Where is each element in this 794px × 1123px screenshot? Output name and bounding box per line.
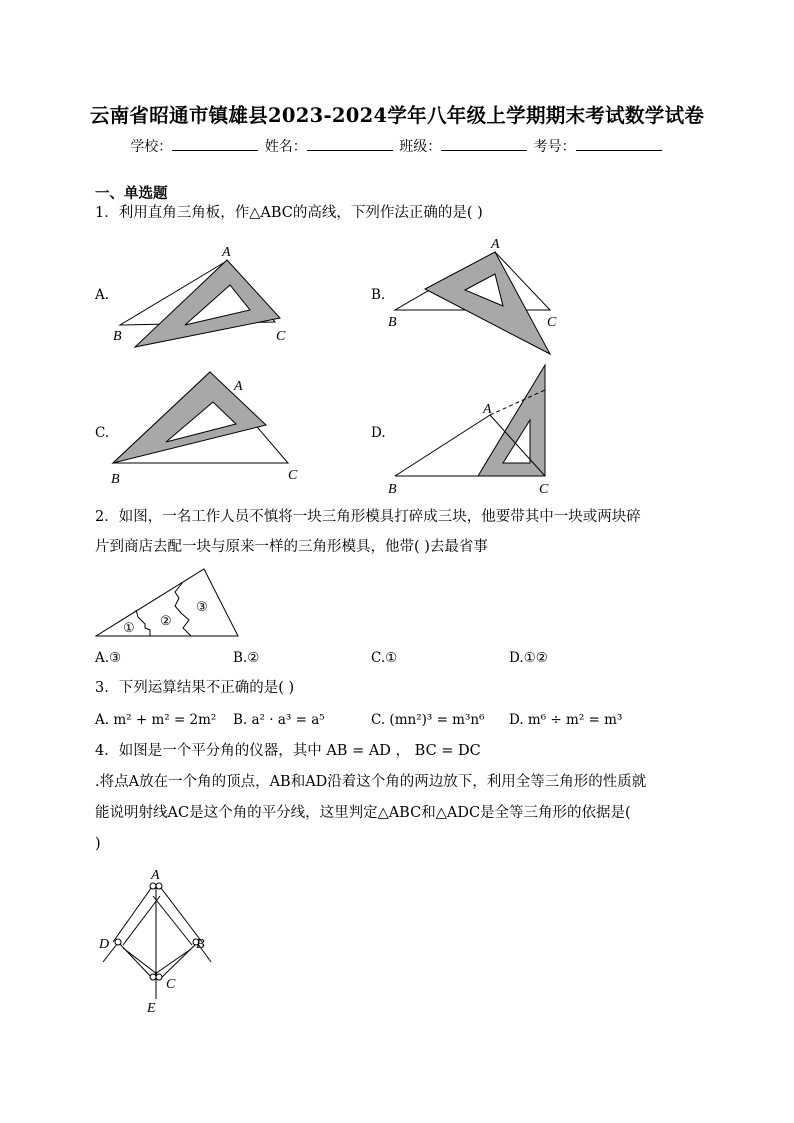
fig-c-label-c: C <box>288 468 298 483</box>
q2-option-d[interactable]: D.①② <box>509 650 548 666</box>
q4-stem-line4: ) <box>95 836 101 852</box>
q1-option-d-label[interactable]: D. <box>371 425 386 441</box>
field-school-blank[interactable] <box>172 136 258 151</box>
q1-option-c-label[interactable]: C. <box>95 425 110 441</box>
fig-b-label-a: A <box>491 237 500 252</box>
q1-option-b-label[interactable]: B. <box>371 287 386 303</box>
q3-stem: 3．下列运算结果不正确的是( ) <box>95 680 295 696</box>
fig4-label-b: B <box>196 937 205 952</box>
field-id-blank[interactable] <box>576 136 662 151</box>
q1-figure-a <box>110 240 300 350</box>
q2-broken-triangle-figure <box>95 566 245 640</box>
q2-option-c[interactable]: C.① <box>371 650 398 666</box>
q4-stem-line3: 能说明射线AC是这个角的平分线，这里判定△ABC和△ADC是全等三角形的依据是( <box>95 805 631 821</box>
fig-d-label-c: C <box>539 482 549 497</box>
field-id-label: 考号： <box>533 139 576 155</box>
fig4-label-d: D <box>99 937 110 952</box>
q3-option-b[interactable]: B. a² · a³ = a⁵ <box>233 712 325 728</box>
piece-2-label: ② <box>160 613 172 628</box>
q2-stem-line1: 2．如图，一名工作人员不慎将一块三角形模具打碎成三块，他要带其中一块或两块碎 <box>95 509 641 525</box>
q3-option-a[interactable]: A. m² + m² = 2m² <box>95 712 217 728</box>
field-name-blank[interactable] <box>307 136 393 151</box>
fig4-label-a: A <box>151 868 160 883</box>
fig4-label-e: E <box>147 1001 156 1016</box>
field-class-label: 班级： <box>399 139 442 155</box>
student-info-line <box>0 136 794 156</box>
q2-option-a[interactable]: A.③ <box>95 650 122 666</box>
fig-a-label-b: B <box>113 329 122 344</box>
q4-stem-line1: 4．如图是一个平分角的仪器，其中 AB = AD ， BC = DC <box>95 743 481 759</box>
fig-c-label-b: B <box>111 472 120 487</box>
exam-title: 云南省昭通市镇雄县2023-2024学年八年级上学期期末考试数学试卷 <box>89 104 705 127</box>
q2-option-b[interactable]: B.② <box>233 650 260 666</box>
fig-d-label-a: A <box>483 402 492 417</box>
q3-option-d[interactable]: D. m⁶ ÷ m² = m³ <box>509 712 623 728</box>
fig-c-label-a: A <box>234 379 243 394</box>
fig-a-label-c: C <box>276 329 286 344</box>
q1-option-a-label[interactable]: A. <box>95 287 110 303</box>
piece-1-label: ① <box>123 620 135 635</box>
field-name-label: 姓名： <box>264 139 307 155</box>
section-heading: 一、单选题 <box>95 185 168 202</box>
q1-figure-d <box>385 360 565 500</box>
q1-stem: 1．利用直角三角板，作△ABC的高线，下列作法正确的是( ) <box>95 205 483 221</box>
q4-stem-line2: .将点A放在一个角的顶点，AB和AD沿着这个角的两边放下，利用全等三角形的性质就 <box>95 774 647 790</box>
q1-figure-c <box>108 370 308 488</box>
piece-3-label: ③ <box>196 599 208 614</box>
q3-option-c[interactable]: C. (mn²)³ = m³n⁶ <box>371 712 485 728</box>
q4-angle-bisector-instrument-figure <box>95 862 220 1022</box>
field-class-blank[interactable] <box>441 136 527 151</box>
fig4-label-c: C <box>166 977 176 992</box>
fig-d-label-b: B <box>388 482 397 497</box>
fig-a-label-a: A <box>222 245 231 260</box>
fig-b-label-c: C <box>547 315 557 330</box>
q2-stem-line2: 片到商店去配一块与原来一样的三角形模具，他带( )去最省事 <box>95 539 488 555</box>
field-school-label: 学校： <box>130 139 173 155</box>
fig-b-label-b: B <box>388 315 397 330</box>
q1-figure-b <box>385 234 575 359</box>
